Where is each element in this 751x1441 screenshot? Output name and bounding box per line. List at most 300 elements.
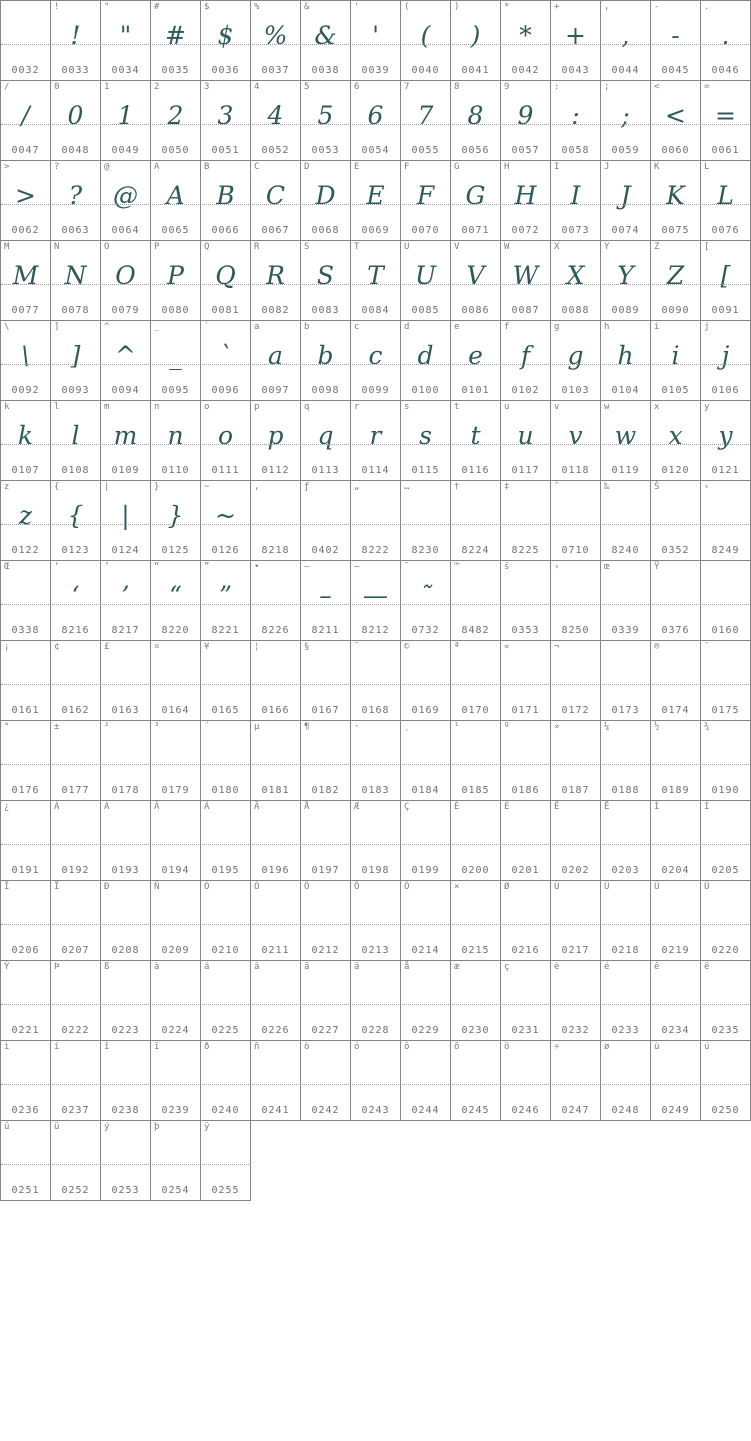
reference-char: e — [454, 322, 460, 332]
char-code: 0034 — [111, 65, 140, 76]
char-code: 0211 — [261, 945, 290, 956]
glyph-cell-0042 — [501, 1, 551, 81]
reference-char: ¾ — [704, 722, 710, 732]
glyph-cell-0196 — [251, 801, 301, 881]
reference-char: Ø — [504, 882, 510, 892]
reference-char: s — [404, 402, 410, 412]
glyph-cell-0216 — [501, 881, 551, 961]
reference-char: œ — [604, 562, 610, 572]
glyph-cell-0049 — [101, 81, 151, 161]
reference-char: o — [204, 402, 210, 412]
reference-char: Ó — [254, 882, 260, 892]
char-code: 0376 — [661, 625, 690, 636]
char-code: 0119 — [611, 465, 640, 476]
char-code: 0160 — [711, 625, 740, 636]
font-glyph: f — [520, 341, 531, 370]
glyph-cell-0067 — [251, 161, 301, 241]
reference-char: * — [504, 2, 510, 12]
char-code: 0070 — [411, 225, 440, 236]
char-code: 0166 — [261, 705, 290, 716]
char-code: 0038 — [311, 65, 340, 76]
glyph-cell-0239 — [151, 1041, 201, 1121]
glyph-cell-0112 — [251, 401, 301, 481]
font-glyph: E — [366, 181, 385, 210]
char-code: 0183 — [361, 785, 390, 796]
font-glyph: } — [167, 501, 184, 530]
char-code: 0190 — [711, 785, 740, 796]
font-glyph: g — [567, 341, 584, 370]
glyph-cell-0111 — [201, 401, 251, 481]
reference-char: + — [554, 2, 560, 12]
font-glyph: m — [113, 421, 138, 450]
font-glyph: x — [668, 421, 683, 450]
font-glyph: ˜ — [419, 581, 432, 610]
font-glyph: ] — [70, 341, 81, 370]
glyph-cell-0105 — [651, 321, 701, 401]
glyph-cell-0237 — [51, 1041, 101, 1121]
glyph-cell-0252 — [51, 1121, 101, 1201]
char-code: 0055 — [411, 145, 440, 156]
glyph-cell-0056 — [451, 81, 501, 161]
glyph-cell-0218 — [601, 881, 651, 961]
font-glyph: / — [21, 101, 30, 130]
glyph-cell-0167 — [301, 641, 351, 721]
reference-char: H — [504, 162, 510, 172]
reference-char: Ï — [54, 882, 60, 892]
reference-char: } — [154, 482, 160, 492]
reference-char: u — [504, 402, 510, 412]
font-glyph: ‘ — [71, 581, 80, 610]
char-code: 8230 — [411, 545, 440, 556]
char-code: 0255 — [211, 1185, 240, 1196]
reference-char: ë — [704, 962, 710, 972]
font-glyph: \ — [21, 341, 30, 370]
reference-char: È — [454, 802, 460, 812]
char-code: 0051 — [211, 145, 240, 156]
glyph-cell-0072 — [501, 161, 551, 241]
glyph-cell-0089 — [601, 241, 651, 321]
reference-char: \ — [4, 322, 10, 332]
reference-char: ¬ — [554, 642, 560, 652]
reference-char: ê — [654, 962, 660, 972]
glyph-cell-0102 — [501, 321, 551, 401]
font-glyph: i — [671, 341, 680, 370]
char-code: 0402 — [311, 545, 340, 556]
char-code: 0050 — [161, 145, 190, 156]
reference-char: T — [354, 242, 360, 252]
reference-char: ç — [504, 962, 510, 972]
char-code: 0180 — [211, 785, 240, 796]
char-code: 0244 — [411, 1105, 440, 1116]
char-code: 0252 — [61, 1185, 90, 1196]
char-code: 0082 — [261, 305, 290, 316]
reference-char: † — [454, 482, 460, 492]
glyph-cell-0054 — [351, 81, 401, 161]
char-code: 0059 — [611, 145, 640, 156]
glyph-cell-0120 — [651, 401, 701, 481]
font-glyph: L — [717, 181, 734, 210]
char-code: 0167 — [311, 705, 340, 716]
glyph-cell-0176 — [1, 721, 51, 801]
glyph-cell-0036 — [201, 1, 251, 81]
char-code: 0178 — [111, 785, 140, 796]
reference-char: ã — [304, 962, 310, 972]
char-code: 0079 — [111, 305, 140, 316]
font-glyph: p — [267, 421, 284, 450]
reference-char: & — [304, 2, 310, 12]
char-code: 0061 — [711, 145, 740, 156]
font-glyph: = — [715, 101, 736, 130]
font-glyph: H — [514, 181, 537, 210]
char-code: 0221 — [11, 1025, 40, 1036]
charmap-row — [1, 801, 751, 881]
char-code: 8224 — [461, 545, 490, 556]
font-glyph: ; — [621, 101, 630, 130]
glyph-cell-0227 — [301, 961, 351, 1041]
char-code: 0234 — [661, 1025, 690, 1036]
glyph-cell-8211 — [301, 561, 351, 641]
char-code: 0098 — [311, 385, 340, 396]
reference-char: t — [454, 402, 460, 412]
char-code: 0254 — [161, 1185, 190, 1196]
reference-char: „ — [354, 482, 360, 492]
char-code: 0228 — [361, 1025, 390, 1036]
char-code: 0207 — [61, 945, 90, 956]
glyph-cell-8226 — [251, 561, 301, 641]
glyph-cell-0182 — [301, 721, 351, 801]
char-code: 0117 — [511, 465, 540, 476]
char-code: 0218 — [611, 945, 640, 956]
glyph-cell-0198 — [351, 801, 401, 881]
reference-char: × — [454, 882, 460, 892]
glyph-cell-0033 — [51, 1, 101, 81]
reference-char: ` — [204, 322, 210, 332]
glyph-cell-0189 — [651, 721, 701, 801]
reference-char: Ã — [204, 802, 210, 812]
glyph-cell-0194 — [151, 801, 201, 881]
glyph-cell-0161 — [1, 641, 51, 721]
font-glyph — [701, 561, 750, 631]
glyph-cell-0081 — [201, 241, 251, 321]
glyph-cell-0173 — [601, 641, 651, 721]
font-glyph: d — [417, 341, 434, 370]
glyph-cell-0171 — [501, 641, 551, 721]
font-glyph: | — [121, 501, 130, 530]
char-code: 0088 — [561, 305, 590, 316]
reference-char: · — [354, 722, 360, 732]
char-code: 0039 — [361, 65, 390, 76]
glyph-cell-0186 — [501, 721, 551, 801]
reference-char: f — [504, 322, 510, 332]
glyph-cell-0164 — [151, 641, 201, 721]
reference-char: ý — [104, 1122, 110, 1132]
reference-char: ¤ — [154, 642, 160, 652]
reference-char: | — [104, 482, 110, 492]
char-code: 0203 — [611, 865, 640, 876]
glyph-cell-0087 — [501, 241, 551, 321]
glyph-cell-0046 — [701, 1, 751, 81]
reference-char: C — [254, 162, 260, 172]
glyph-cell-0238 — [101, 1041, 151, 1121]
font-glyph: w — [614, 421, 637, 450]
font-glyph: $ — [217, 21, 234, 50]
glyph-cell-8240 — [601, 481, 651, 561]
reference-char: è — [554, 962, 560, 972]
reference-char: Ê — [554, 802, 560, 812]
reference-char: ¯ — [704, 642, 710, 652]
char-code: 0056 — [461, 145, 490, 156]
char-code: 0048 — [61, 145, 90, 156]
font-glyph: * — [519, 21, 532, 50]
reference-char: ¼ — [604, 722, 610, 732]
glyph-cell-0175 — [701, 641, 751, 721]
char-code: 0233 — [611, 1025, 640, 1036]
glyph-cell-0044 — [601, 1, 651, 81]
reference-char: n — [154, 402, 160, 412]
glyph-cell-0084 — [351, 241, 401, 321]
reference-char: ü — [54, 1122, 60, 1132]
reference-char: ¶ — [304, 722, 310, 732]
font-glyph: u — [517, 421, 534, 450]
reference-char: ´ — [204, 722, 210, 732]
font-glyph: X — [566, 261, 585, 290]
char-code: 0090 — [661, 305, 690, 316]
reference-char: Û — [654, 882, 660, 892]
glyph-cell-0230 — [451, 961, 501, 1041]
glyph-cell-0116 — [451, 401, 501, 481]
glyph-cell-0039 — [351, 1, 401, 81]
reference-char: ? — [54, 162, 60, 172]
reference-char: 7 — [404, 82, 410, 92]
reference-char: - — [654, 2, 660, 12]
reference-char: À — [54, 802, 60, 812]
font-glyph: ! — [70, 21, 81, 50]
char-code: 0235 — [711, 1025, 740, 1036]
char-code: 0710 — [561, 545, 590, 556]
reference-char: ì — [4, 1042, 10, 1052]
char-code: 0248 — [611, 1105, 640, 1116]
glyph-cell-0114 — [351, 401, 401, 481]
glyph-cell-8482 — [451, 561, 501, 641]
glyph-cell-0249 — [651, 1041, 701, 1121]
glyph-cell-0235 — [701, 961, 751, 1041]
glyph-cell-0095 — [151, 321, 201, 401]
font-glyph: R — [266, 261, 285, 290]
char-code: 0184 — [411, 785, 440, 796]
char-code: 0238 — [111, 1105, 140, 1116]
char-code: 0095 — [161, 385, 190, 396]
font-glyph: h — [617, 341, 634, 370]
reference-char: þ — [154, 1122, 160, 1132]
font-glyph: ) — [470, 21, 481, 50]
char-code: 0215 — [461, 945, 490, 956]
charmap-row — [1, 321, 751, 401]
reference-char: ‘ — [54, 562, 60, 572]
char-code: 0101 — [461, 385, 490, 396]
glyph-cell-0088 — [551, 241, 601, 321]
reference-char: R — [254, 242, 260, 252]
glyph-cell-0732 — [401, 561, 451, 641]
font-glyph: W — [512, 261, 539, 290]
font-glyph: 5 — [317, 101, 334, 130]
char-code: 0057 — [511, 145, 540, 156]
charmap-row — [1, 881, 751, 961]
glyph-cell-0352 — [651, 481, 701, 561]
glyph-cell-0204 — [651, 801, 701, 881]
glyph-cell-0048 — [51, 81, 101, 161]
reference-char: Ú — [604, 882, 610, 892]
char-code: 0165 — [211, 705, 240, 716]
reference-char: ö — [504, 1042, 510, 1052]
reference-char: X — [554, 242, 560, 252]
reference-char: ½ — [654, 722, 660, 732]
reference-char: Ì — [654, 802, 660, 812]
glyph-cell-0124 — [101, 481, 151, 561]
reference-char: î — [104, 1042, 110, 1052]
char-code: 0126 — [211, 545, 240, 556]
reference-char: . — [704, 2, 710, 12]
reference-char: K — [654, 162, 660, 172]
reference-char: O — [104, 242, 110, 252]
reference-char: b — [304, 322, 310, 332]
font-glyph: c — [368, 341, 383, 370]
glyph-cell-0174 — [651, 641, 701, 721]
char-code: 0253 — [111, 1185, 140, 1196]
reference-char: W — [504, 242, 510, 252]
reference-char: ¿ — [4, 802, 10, 812]
glyph-cell-0122 — [1, 481, 51, 561]
char-code: 0078 — [61, 305, 90, 316]
glyph-cell-0251 — [1, 1121, 51, 1201]
font-glyph: l — [71, 421, 80, 450]
char-code: 0073 — [561, 225, 590, 236]
char-code: 0041 — [461, 65, 490, 76]
font-glyph: B — [216, 181, 235, 210]
char-code: 8250 — [561, 625, 590, 636]
reference-char: k — [4, 402, 10, 412]
char-code: 0058 — [561, 145, 590, 156]
char-code: 0053 — [311, 145, 340, 156]
font-glyph: _ — [169, 341, 182, 370]
char-code: 0123 — [61, 545, 90, 556]
char-code: 0114 — [361, 465, 390, 476]
char-code: 0229 — [411, 1025, 440, 1036]
glyph-cell-0070 — [401, 161, 451, 241]
char-code: 0115 — [411, 465, 440, 476]
char-code: 0037 — [261, 65, 290, 76]
char-code: 0067 — [261, 225, 290, 236]
char-code: 0199 — [411, 865, 440, 876]
reference-char: õ — [454, 1042, 460, 1052]
font-glyph: ( — [420, 21, 431, 50]
char-code: 0197 — [311, 865, 340, 876]
glyph-cell-8221 — [201, 561, 251, 641]
reference-char: © — [404, 642, 410, 652]
char-code: 0732 — [411, 625, 440, 636]
reference-char: A — [154, 162, 160, 172]
glyph-cell-0228 — [351, 961, 401, 1041]
glyph-cell-0052 — [251, 81, 301, 161]
char-code: 0036 — [211, 65, 240, 76]
font-glyph: 7 — [417, 101, 434, 130]
glyph-cell-0180 — [201, 721, 251, 801]
reference-char: ï — [154, 1042, 160, 1052]
glyph-cell-0050 — [151, 81, 201, 161]
reference-char: y — [704, 402, 710, 412]
reference-char: x — [654, 402, 660, 412]
char-code: 0111 — [211, 465, 240, 476]
font-glyph: t — [470, 421, 481, 450]
reference-char: ™ — [454, 562, 460, 572]
char-code: 0097 — [261, 385, 290, 396]
reference-char: Å — [304, 802, 310, 812]
glyph-cell-0062 — [1, 161, 51, 241]
font-glyph: : — [571, 101, 580, 130]
reference-char: z — [4, 482, 10, 492]
reference-char: ® — [654, 642, 660, 652]
char-code: 0181 — [261, 785, 290, 796]
reference-char: … — [404, 482, 410, 492]
glyph-cell-0203 — [601, 801, 651, 881]
char-code: 0080 — [161, 305, 190, 316]
glyph-cell-0170 — [451, 641, 501, 721]
char-code: 0062 — [11, 225, 40, 236]
reference-char: ˆ — [554, 482, 560, 492]
glyph-cell-0243 — [351, 1041, 401, 1121]
glyph-cell-0187 — [551, 721, 601, 801]
reference-char: h — [604, 322, 610, 332]
glyph-cell-0055 — [401, 81, 451, 161]
char-code: 0044 — [611, 65, 640, 76]
glyph-cell-0121 — [701, 401, 751, 481]
glyph-cell-0183 — [351, 721, 401, 801]
glyph-cell-8249 — [701, 481, 751, 561]
glyph-cell-8217 — [101, 561, 151, 641]
glyph-cell-8212 — [351, 561, 401, 641]
char-code: 0205 — [711, 865, 740, 876]
reference-char: ó — [354, 1042, 360, 1052]
font-glyph: { — [67, 501, 84, 530]
glyph-cell-0160 — [701, 561, 751, 641]
glyph-cell-0086 — [451, 241, 501, 321]
char-code: 0214 — [411, 945, 440, 956]
glyph-cell-0250 — [701, 1041, 751, 1121]
glyph-cell-0165 — [201, 641, 251, 721]
char-code: 0224 — [161, 1025, 190, 1036]
char-code: 0195 — [211, 865, 240, 876]
reference-char: P — [154, 242, 160, 252]
reference-char: 6 — [354, 82, 360, 92]
char-code: 0232 — [561, 1025, 590, 1036]
reference-char: Œ — [4, 562, 10, 572]
reference-char: N — [54, 242, 60, 252]
char-code: 0107 — [11, 465, 40, 476]
char-code: 0172 — [561, 705, 590, 716]
char-code: 8226 — [261, 625, 290, 636]
char-code: 0245 — [461, 1105, 490, 1116]
charmap-row — [1, 561, 751, 641]
char-code: 0240 — [211, 1105, 240, 1116]
char-code: 0187 — [561, 785, 590, 796]
glyph-cell-0353 — [501, 561, 551, 641]
char-code: 0106 — [711, 385, 740, 396]
glyph-cell-0181 — [251, 721, 301, 801]
reference-char: ß — [104, 962, 110, 972]
glyph-cell-0177 — [51, 721, 101, 801]
reference-char: ^ — [104, 322, 110, 332]
char-code: 0353 — [511, 625, 540, 636]
font-glyph: ' — [372, 21, 379, 50]
